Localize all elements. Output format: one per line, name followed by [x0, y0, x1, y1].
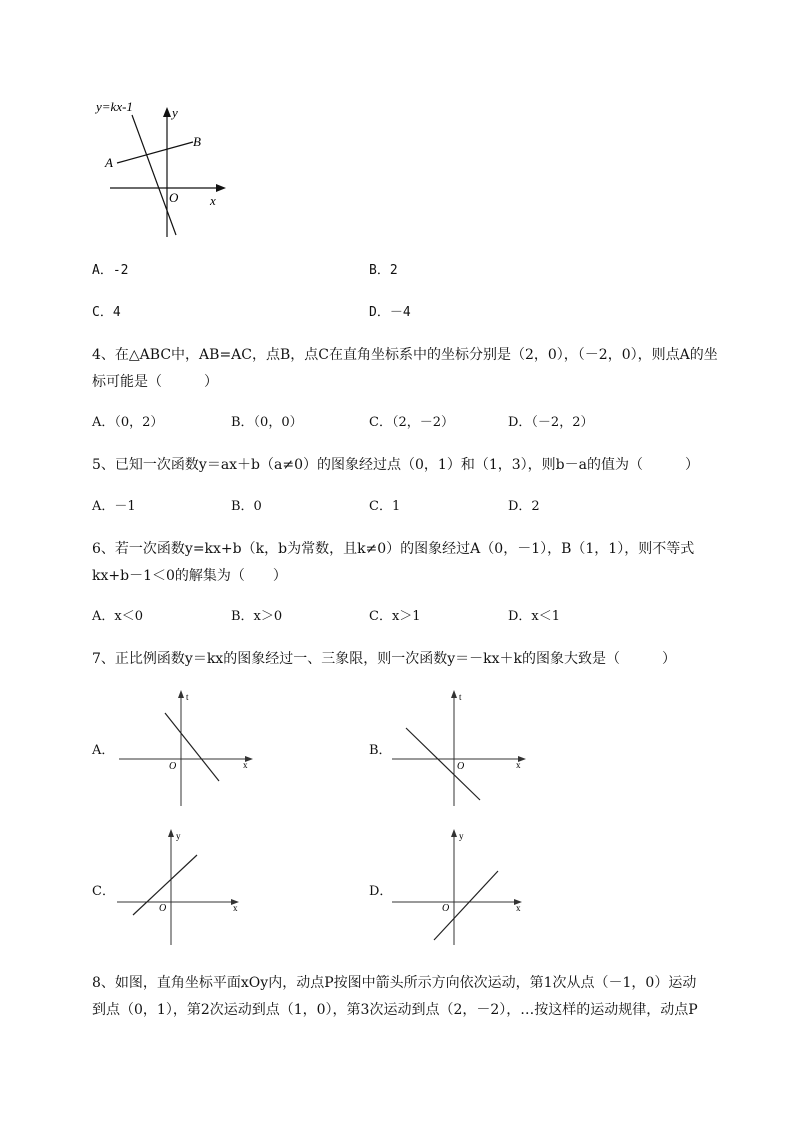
q8-stem-line1: 8、如图，直角坐标平面xOy内，动点P按图中箭头所示方向依次运动，第1次从点（－1，0）运动 — [92, 975, 697, 991]
q5-option-a[interactable]: A．－1 — [92, 499, 136, 514]
q6-option-c[interactable]: C．x＞1 — [369, 609, 421, 624]
q6-option-d[interactable]: D．x＜1 — [508, 609, 561, 624]
q4-option-c[interactable]: C．（2，－2） — [369, 415, 454, 430]
q4-stem-line1: 4、在△ABC中，AB=AC，点B，点C在直角坐标系中的坐标分别是（2，0），（－2，0），则点A的坐 — [92, 347, 718, 363]
q7-b-x-label: x — [516, 760, 521, 770]
q7-c-x-label: x — [233, 903, 238, 913]
q6-stem-line1: 6、若一次函数y=kx+b（k，b为常数，且k≠0）的图象经过A（0，－1），B（1，1），则不等式 — [92, 541, 695, 557]
q7-option-c-graph[interactable] — [113, 827, 258, 952]
q3-option-b[interactable]: B．2 — [369, 263, 398, 278]
q3-option-d[interactable]: D．－4 — [369, 305, 411, 320]
q4-option-b[interactable]: B．（0，0） — [231, 415, 303, 430]
q3-option-c[interactable]: C．4 — [92, 305, 121, 320]
q7-d-x-label: x — [516, 903, 521, 913]
q7-c-y-label: y — [176, 831, 181, 841]
q7-option-c-label[interactable]: C． — [92, 884, 115, 899]
q7-option-a-graph[interactable] — [115, 688, 260, 813]
q5-option-d[interactable]: D．2 — [508, 499, 540, 514]
q7-a-origin: O — [169, 761, 177, 772]
q7-b-origin: O — [457, 761, 465, 772]
q7-option-b-label[interactable]: B． — [369, 743, 392, 758]
q5-option-b[interactable]: B．0 — [231, 499, 262, 514]
q3-option-a[interactable]: A．-2 — [92, 263, 129, 278]
q7-option-a-label[interactable]: A． — [92, 743, 115, 758]
q7-option-d-graph[interactable] — [388, 827, 533, 952]
q7-a-y-label: t — [186, 692, 189, 702]
q4-option-a[interactable]: A．（0，2） — [92, 415, 164, 430]
x-axis-label: x — [210, 193, 216, 208]
q8-stem-line2: 到点（0，1），第2次运动到点（1，0），第3次运动到点（2，－2），…按这样的运动规律，动点P — [92, 1002, 698, 1018]
line-graph-figure — [90, 95, 240, 245]
q7-c-origin: O — [159, 903, 167, 914]
point-b-label: B — [193, 134, 201, 149]
q4-stem-line2: 标可能是（ ） — [92, 374, 218, 390]
q7-d-y-label: y — [459, 831, 464, 841]
q6-stem-line2: kx+b－1＜0的解集为（ ） — [92, 568, 287, 584]
q5-option-c[interactable]: C．1 — [369, 499, 401, 514]
q7-a-x-label: x — [243, 760, 248, 770]
q6-option-b[interactable]: B．x＞0 — [231, 609, 283, 624]
equation-label: y=kx-1 — [96, 99, 133, 114]
q6-option-a[interactable]: A．x＜0 — [92, 609, 143, 624]
q7-option-d-label[interactable]: D． — [369, 884, 393, 899]
y-axis-label: y — [172, 105, 178, 120]
origin-label: O — [169, 190, 179, 205]
q5-stem-line1: 5、已知一次函数y＝ax＋b（a≠0）的图象经过点（0，1）和（1，3），则b－a的值为（ ） — [92, 457, 699, 473]
q7-d-origin: O — [442, 903, 450, 914]
q7-option-b-graph[interactable] — [388, 688, 533, 813]
point-a-label: A — [105, 155, 113, 170]
q7-b-y-label: t — [459, 692, 462, 702]
q7-stem-line1: 7、正比例函数y＝kx的图象经过一、三象限，则一次函数y＝－kx＋k的图象大致是（ ） — [92, 651, 676, 667]
q4-option-d[interactable]: D．（－2，2） — [508, 415, 594, 430]
